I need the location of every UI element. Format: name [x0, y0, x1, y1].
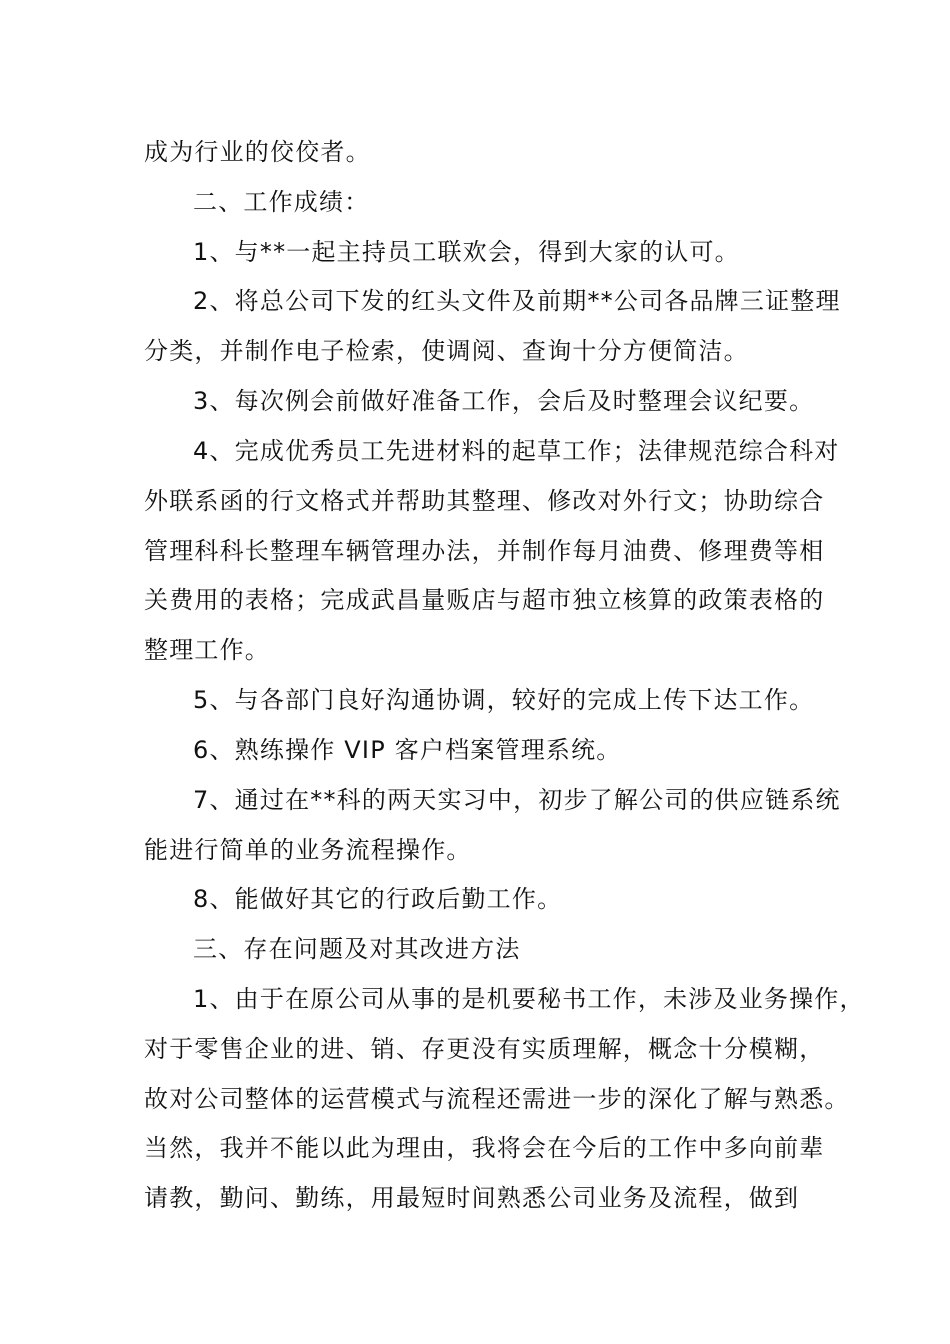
paragraph-line: 成为行业的佼佼者。	[144, 138, 371, 166]
paragraph-line: 分类，并制作电子检索，使调阅、查询十分方便简洁。	[144, 337, 749, 365]
paragraph-line: 能进行简单的业务流程操作。	[144, 836, 472, 864]
paragraph-line: 管理科科长整理车辆管理办法，并制作每月油费、修理费等相	[144, 537, 825, 565]
paragraph-line: 5、与各部门良好沟通协调，较好的完成上传下达工作。	[193, 686, 815, 714]
paragraph-line: 对于零售企业的进、销、存更没有实质理解，概念十分模糊，	[144, 1035, 825, 1063]
paragraph-line: 1、与**一起主持员工联欢会，得到大家的认可。	[193, 238, 740, 266]
paragraph-line: 7、通过在**科的两天实习中，初步了解公司的供应链系统	[193, 786, 841, 814]
paragraph-line: 整理工作。	[144, 636, 270, 664]
paragraph-line: 4、完成优秀员工先进材料的起草工作；法律规范综合科对	[193, 437, 840, 465]
paragraph-line: 外联系函的行文格式并帮助其整理、修改对外行文；协助综合	[144, 487, 825, 515]
paragraph-line: 故对公司整体的运营模式与流程还需进一步的深化了解与熟悉。	[144, 1085, 850, 1113]
paragraph-line: 当然，我并不能以此为理由，我将会在今后的工作中多向前辈	[144, 1134, 825, 1162]
paragraph-line: 1、由于在原公司从事的是机要秘书工作，未涉及业务操作，	[193, 985, 865, 1013]
paragraph-line: 2、将总公司下发的红头文件及前期**公司各品牌三证整理	[193, 287, 841, 315]
paragraph-line: 6、熟练操作 VIP 客户档案管理系统。	[193, 736, 622, 764]
section-heading: 二、工作成绩：	[193, 188, 370, 216]
paragraph-line: 8、能做好其它的行政后勤工作。	[193, 885, 563, 913]
paragraph-line: 关费用的表格；完成武昌量贩店与超市独立核算的政策表格的	[144, 586, 825, 614]
section-heading: 三、存在问题及对其改进方法	[193, 935, 521, 963]
paragraph-line: 3、每次例会前做好准备工作，会后及时整理会议纪要。	[193, 387, 815, 415]
paragraph-line: 请教，勤问、勤练，用最短时间熟悉公司业务及流程，做到	[144, 1184, 800, 1212]
